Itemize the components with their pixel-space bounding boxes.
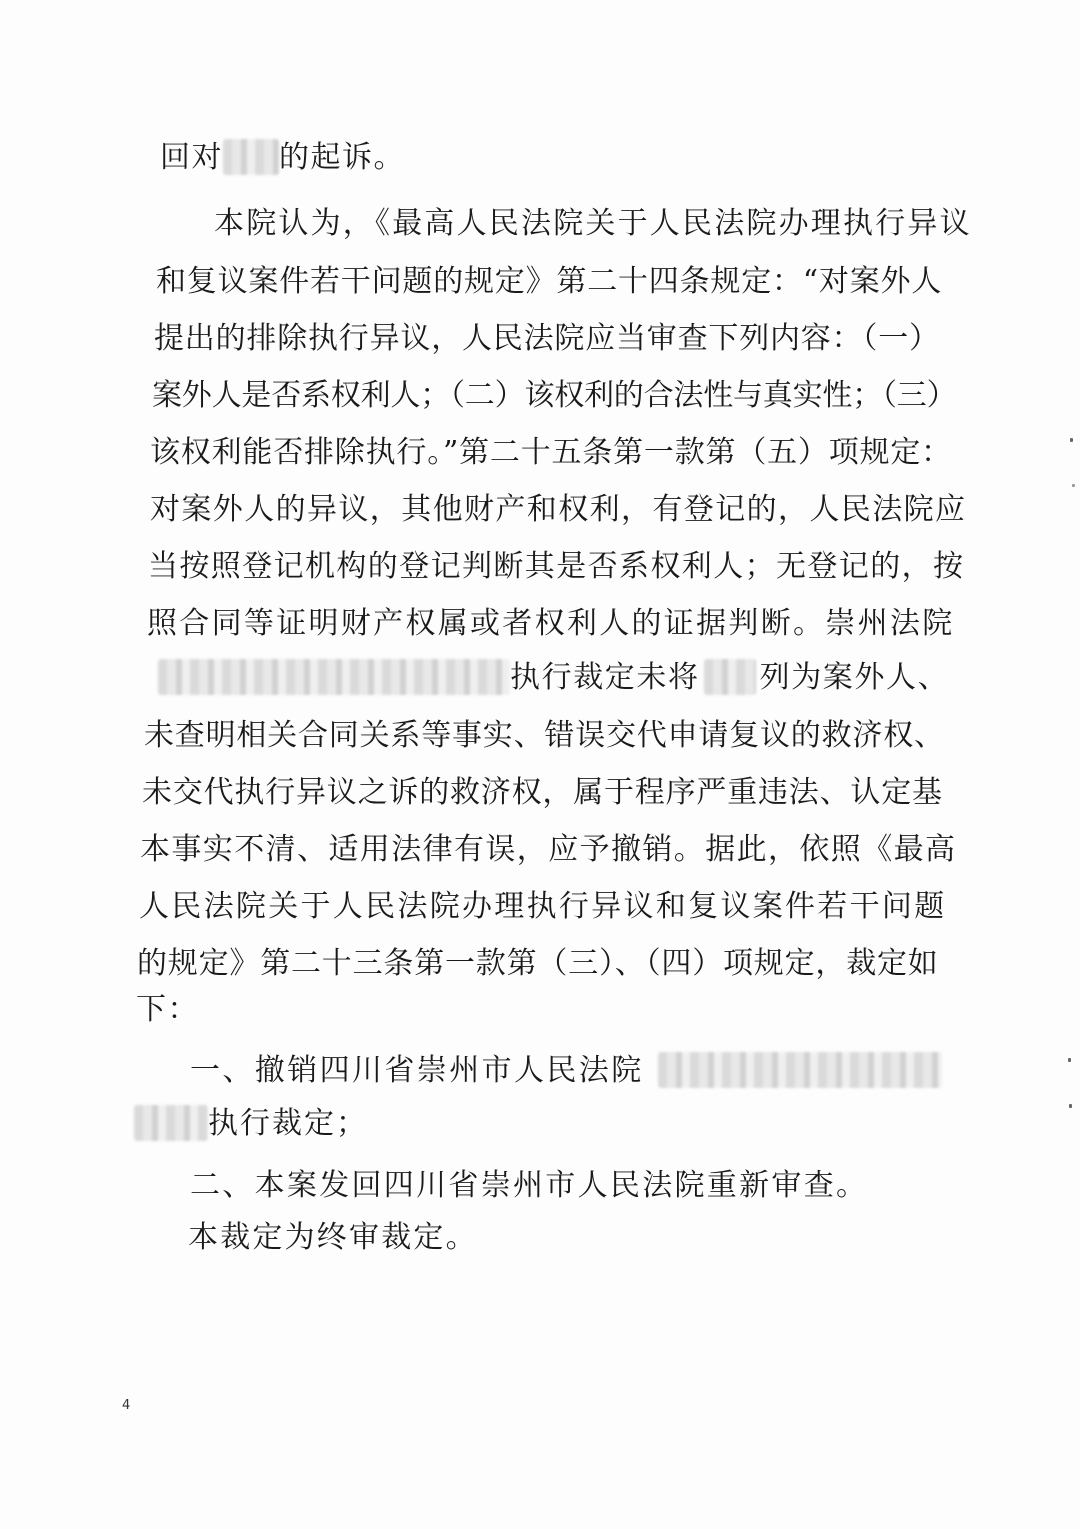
text-line (139, 887, 947, 927)
redacted-case-number (158, 659, 510, 695)
text-segment: 对案外人的异议，其他财产和权利，有登记的，人民法院应 (150, 492, 967, 527)
text-line (147, 604, 955, 644)
text-segment: 回对 (160, 140, 223, 175)
text-segment: 当按照登记机构的登记判断其是否系权利人；无登记的，按 (148, 549, 965, 584)
text-line (142, 773, 943, 813)
page-number: 4 (122, 1398, 131, 1413)
text-segment: 照合同等证明财产权属或者权利人的证据判断。崇州法院 (147, 606, 955, 641)
text-line (136, 990, 199, 1030)
text-line (190, 1166, 868, 1206)
text-line (160, 138, 405, 178)
text-line (158, 658, 949, 698)
redacted-name (223, 139, 279, 175)
scan-artifact (1070, 438, 1073, 442)
text-line (190, 1051, 942, 1091)
redacted-name (704, 659, 756, 695)
text-line (150, 433, 952, 473)
text-segment: 执行裁定； (208, 1106, 368, 1141)
text-segment: 执行裁定未将 (510, 660, 700, 695)
scan-artifact (1068, 1058, 1071, 1062)
text-line (144, 716, 945, 756)
text-segment: 案外人是否系权利人；（二）该权利的合法性与真实性；（三） (152, 378, 957, 413)
text-segment: 本裁定为终审裁定。 (188, 1220, 478, 1255)
text-line (137, 944, 939, 984)
text-segment: 的起诉。 (279, 140, 405, 175)
text-segment: 列为案外人、 (759, 660, 950, 695)
redacted-case-number (134, 1105, 208, 1141)
redacted-case-number (658, 1052, 942, 1088)
text-segment: 该权利能否排除执行。”第二十五条第一款第（五）项规定： (150, 435, 952, 470)
text-line (154, 319, 940, 359)
text-line (148, 547, 964, 587)
scan-artifact (1069, 1104, 1072, 1108)
text-segment: 未查明相关合同关系等事实、错误交代申请复议的救济权、 (144, 718, 945, 753)
text-segment: 的规定》第二十三条第一款第（三）、（四）项规定，裁定如 (137, 946, 939, 981)
text-line (134, 1104, 368, 1144)
text-line (214, 204, 972, 244)
text-line (150, 490, 966, 530)
text-segment: 本院认为，《最高人民法院关于人民法院办理执行异议 (214, 206, 972, 241)
text-segment: 提出的排除执行异议，人民法院应当审查下列内容：（一） (154, 321, 940, 356)
text-segment: 人民法院关于人民法院办理执行异议和复议案件若干问题 (139, 889, 947, 924)
text-segment: 和复议案件若干问题的规定》第二十四条规定：“对案外人 (156, 264, 943, 299)
text-line (152, 376, 956, 416)
text-line (156, 262, 942, 302)
text-line (140, 830, 956, 870)
scan-artifact (1072, 484, 1075, 487)
text-segment: 下： (136, 992, 199, 1027)
text-segment: 一、撤销四川省崇州市人民法院 (190, 1053, 644, 1088)
text-line (188, 1218, 478, 1258)
text-segment: 未交代执行异议之诉的救济权，属于程序严重违法、认定基 (142, 775, 943, 810)
text-segment: 二、本案发回四川省崇州市人民法院重新审查。 (190, 1168, 869, 1203)
text-segment: 本事实不清、适用法律有误，应予撤销。据此，依照《最高 (140, 832, 957, 867)
